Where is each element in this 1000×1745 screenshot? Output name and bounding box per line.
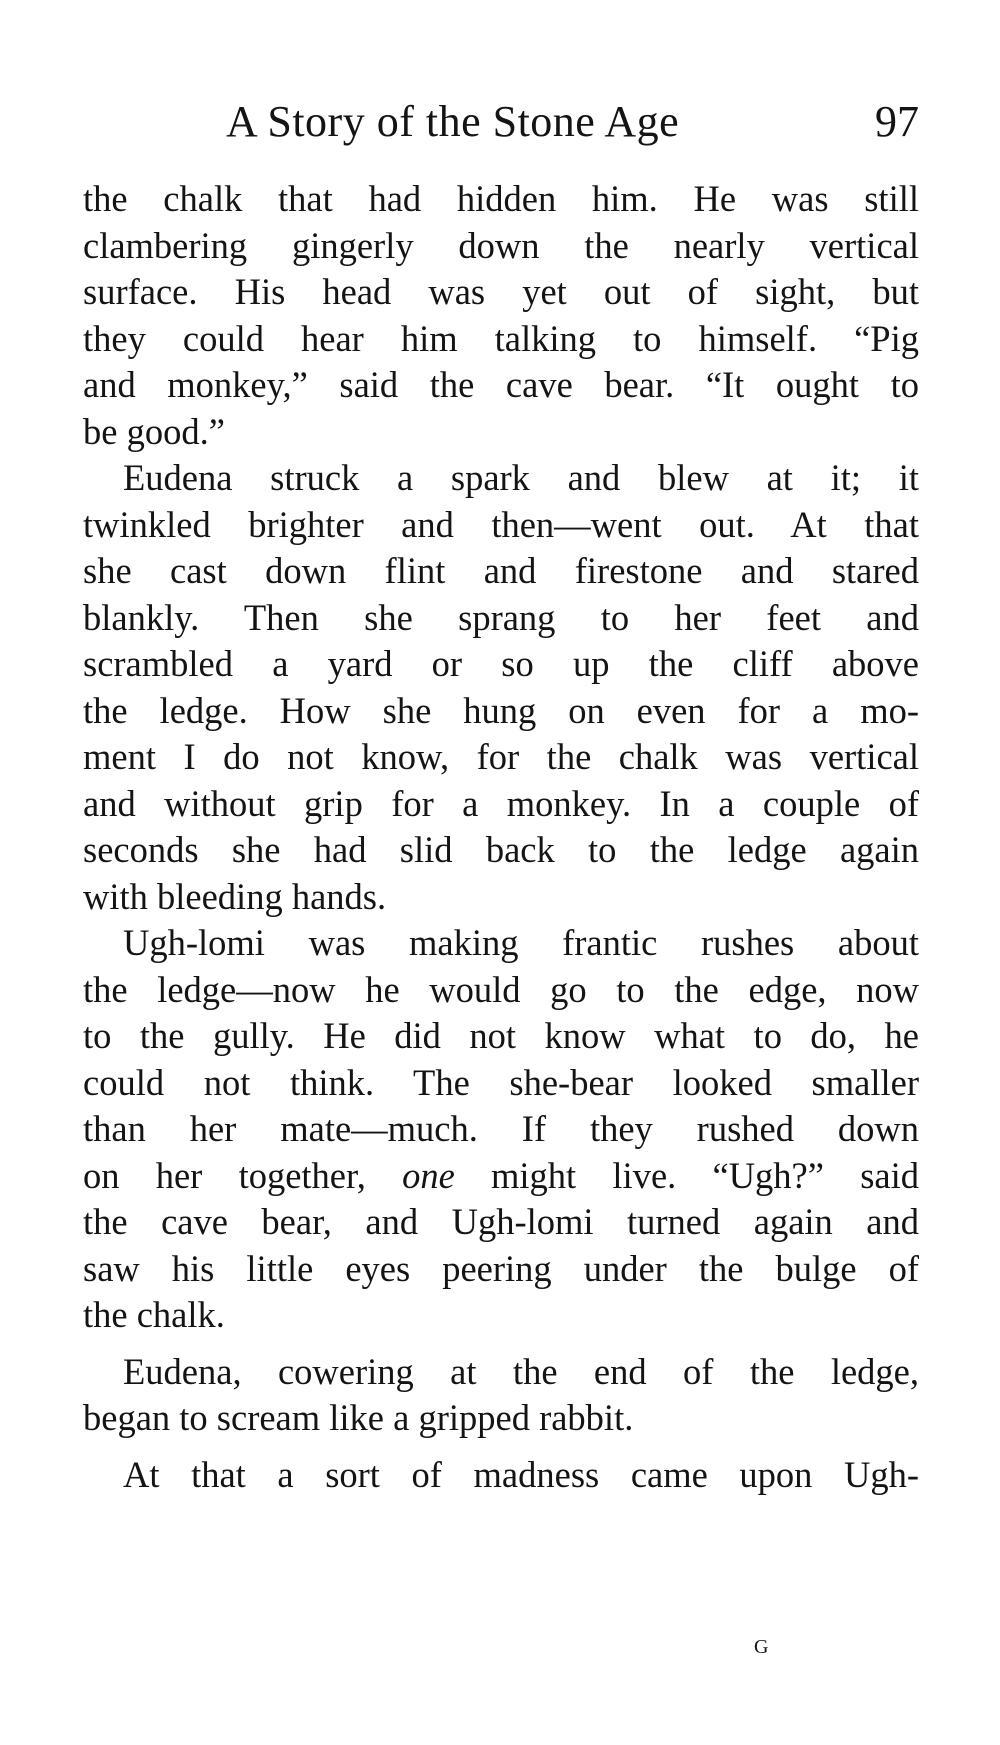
text-line: scrambled a yard or so up the cliff above bbox=[83, 643, 919, 684]
text-line: blankly. Then she sprang to her feet and bbox=[83, 596, 919, 638]
text-line: Eudena struck a spark and blew at it; it bbox=[123, 457, 919, 498]
text-line: began to scream like a gripped rabbit. bbox=[83, 1397, 634, 1438]
text-line: the cave bear, and Ugh-lomi turned again and bbox=[83, 1201, 919, 1242]
text-line: twinkled brighter and then—went out. At that bbox=[83, 503, 919, 545]
paragraph bbox=[83, 176, 919, 455]
text-line-with-emphasis bbox=[83, 1153, 919, 1200]
text-line: to the gully. He did not know what to do, he bbox=[83, 1015, 919, 1056]
paragraph bbox=[83, 1349, 919, 1442]
text-line: she cast down flint and firestone and stared bbox=[83, 550, 919, 591]
paragraph-gap bbox=[83, 1442, 919, 1452]
paragraph bbox=[83, 1452, 919, 1499]
text-line: ment I do not know, for the chalk was vertical bbox=[83, 736, 919, 777]
text-run: might live. “Ugh?” said bbox=[454, 1154, 919, 1196]
text-line: the chalk. bbox=[83, 1294, 225, 1335]
text-line: the ledge—now he would go to the edge, now bbox=[83, 968, 919, 1010]
text-line: surface. His head was yet out of sight, but bbox=[83, 271, 919, 312]
text-line: Eudena, cowering at the end of the ledge, bbox=[123, 1350, 919, 1392]
text-line: saw his little eyes peering under the bulge of bbox=[83, 1247, 919, 1289]
text-line: than her mate—much. If they rushed down bbox=[83, 1108, 919, 1149]
text-line: and monkey,” said the cave bear. “It ought to bbox=[83, 364, 919, 405]
text-line: be good.” bbox=[83, 410, 225, 452]
text-line: clambering gingerly down the nearly vertical bbox=[83, 224, 919, 266]
paragraph-gap bbox=[83, 1339, 919, 1349]
paragraph bbox=[83, 455, 919, 920]
signature-mark: G bbox=[754, 1636, 770, 1658]
text-run: on her together, bbox=[83, 1154, 403, 1196]
body-text bbox=[83, 176, 919, 1498]
text-line: the chalk that had hidden him. He was still bbox=[83, 178, 919, 219]
running-title: A Story of the Stone Age bbox=[226, 97, 680, 146]
text-line: the ledge. How she hung on even for a mo- bbox=[83, 689, 919, 731]
text-line: could not think. The she-bear looked smaller bbox=[83, 1061, 919, 1103]
running-head bbox=[226, 92, 919, 152]
paragraph bbox=[83, 920, 919, 1339]
emphasized-word: one bbox=[402, 1154, 455, 1196]
text-line: and without grip for a monkey. In a couple of bbox=[83, 782, 919, 824]
page-number: 97 bbox=[875, 97, 919, 146]
text-line: Ugh-lomi was making frantic rushes about bbox=[123, 922, 919, 963]
text-line: they could hear him talking to himself. “Pig bbox=[83, 317, 919, 359]
text-line: with bleeding hands. bbox=[83, 875, 387, 917]
text-line: At that a sort of madness came upon Ugh- bbox=[123, 1453, 919, 1495]
text-line: seconds she had slid back to the ledge again bbox=[83, 829, 919, 870]
